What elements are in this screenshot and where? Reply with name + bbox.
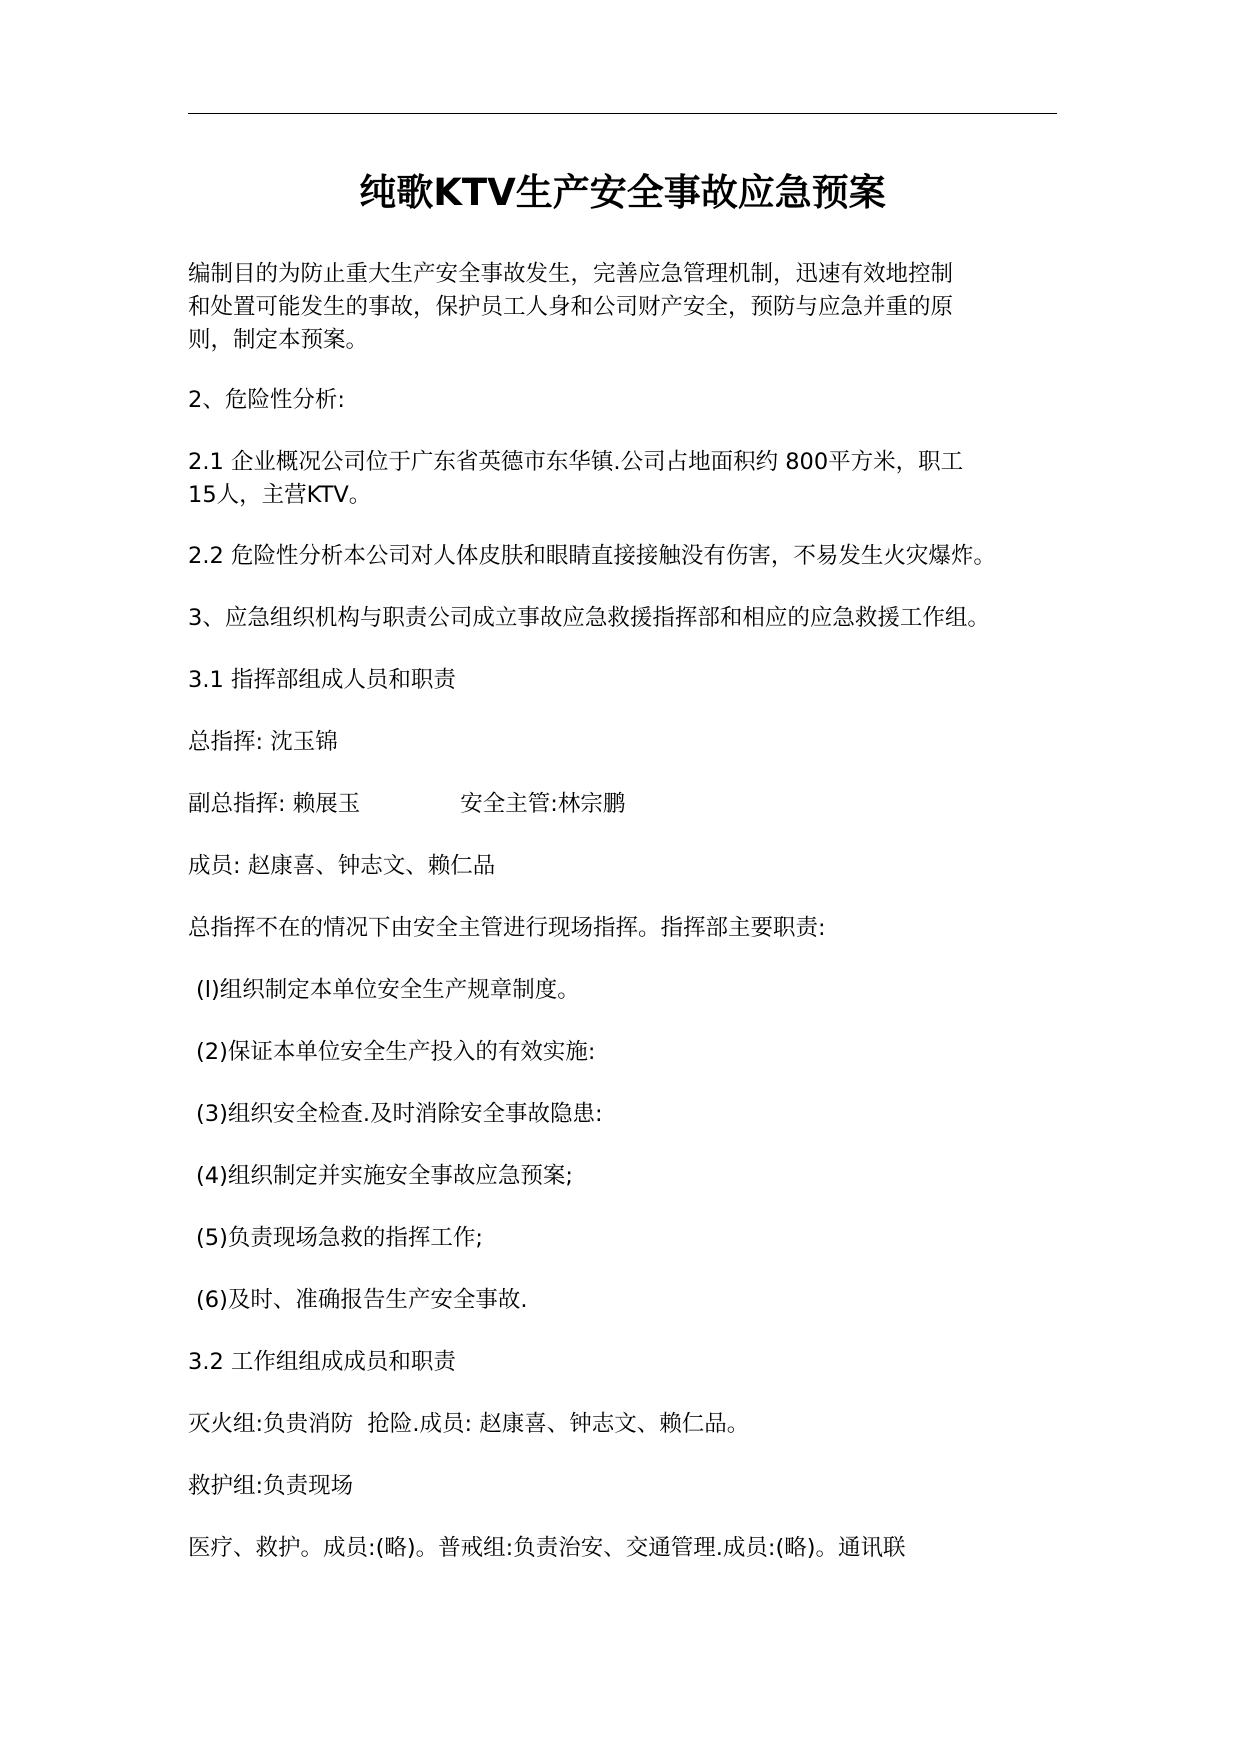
intro-line-3: 则，制定本预案。 <box>188 327 369 353</box>
document-title: 纯歌KTV生产安全事故应急预案 <box>359 171 886 214</box>
header-rule <box>188 113 1057 114</box>
section-3: 3、应急组织机构与职责公司成立事故应急救援指挥部和相应的应急救援工作组。 <box>188 605 990 631</box>
section-2-heading: 2、危险性分析: <box>188 387 345 413</box>
rescue-team: 救护组:负责现场 <box>188 1473 354 1499</box>
deputy-commander: 副总指挥: 赖展玉 <box>188 791 361 817</box>
deputy-line <box>188 787 1078 821</box>
duty-item: (2)保证本单位安全生产投入的有效实施: <box>196 1039 596 1065</box>
fire-team: 灭火组:负贵消防 抢险.成员: 赵康喜、钟志文、赖仁品。 <box>188 1411 750 1437</box>
duty-item: (l)组织制定本单位安全生产规章制度。 <box>196 977 580 1003</box>
duty-item: (6)及时、准确报告生产安全事故. <box>196 1287 528 1313</box>
duty-item: (5)负责现场急救的指挥工作; <box>196 1225 483 1251</box>
intro-line-2: 和处置可能发生的事故，保护员工人身和公司财产安全，预防与应急并重的原 <box>188 294 954 320</box>
duties-intro: 总指挥不在的情况下由安全主管进行现场指挥。指挥部主要职责: <box>188 915 826 941</box>
duty-item: (4)组织制定并实施安全事故应急预案; <box>196 1163 573 1189</box>
section-2-2: 2.2 危险性分析本公司对人体皮肤和眼睛直接接触没有伤害，不易发生火灾爆炸。 <box>188 543 996 569</box>
section-2-1-line-1: 2.1 企业概况公司位于广东省英德市东华镇.公司占地面积约 800平方米，职工 <box>188 449 964 475</box>
members: 成员: 赵康喜、钟志文、赖仁品 <box>188 853 496 879</box>
safety-manager: 安全主管:林宗鹏 <box>460 791 626 817</box>
duty-item: (3)组织安全检查.及时消除安全事故隐患: <box>196 1101 603 1127</box>
section-3-2-heading: 3.2 工作组组成成员和职责 <box>188 1349 456 1375</box>
section-2-1-line-2: 15人，主营KTV。 <box>188 482 372 508</box>
section-3-1-heading: 3.1 指挥部组成人员和职责 <box>188 667 456 693</box>
last-line: 医疗、救护。成员:(略)。普戒组:负责治安、交通管理.成员:(略)。通讯联 <box>188 1535 906 1561</box>
commander: 总指挥: 沈玉锦 <box>188 729 338 755</box>
intro-line-1: 编制目的为防止重大生产安全事故发生，完善应急管理机制，迅速有效地控制 <box>188 261 954 287</box>
